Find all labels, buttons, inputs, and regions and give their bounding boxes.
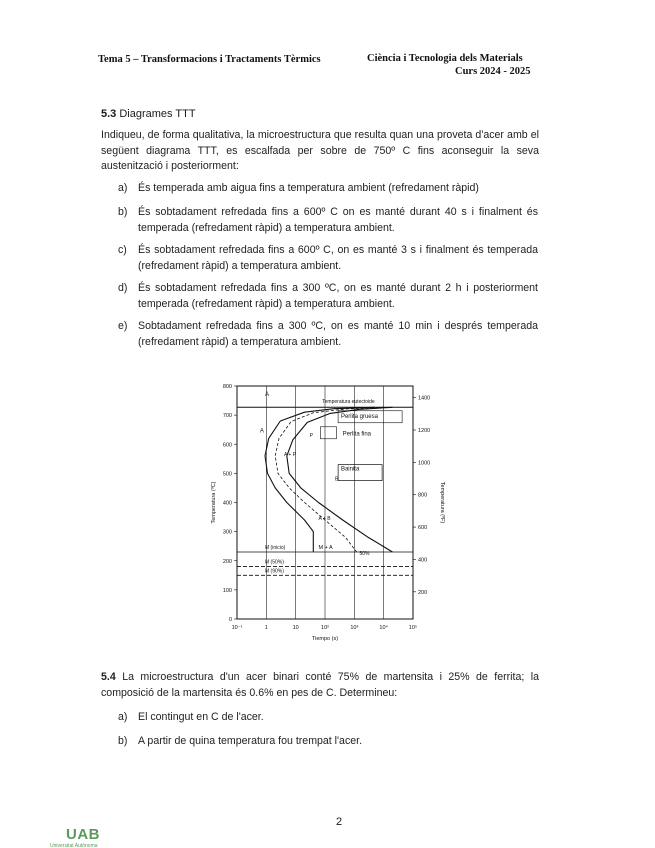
x-tick-label: 10² [321, 625, 329, 631]
y-right-tick-label: 1400 [418, 395, 431, 402]
m90-label: M (90%) [264, 568, 284, 575]
region-label: A [264, 392, 270, 399]
item-label: b) [118, 735, 128, 747]
y-tick-label: 0 [228, 617, 232, 623]
uab-logo: UAB [66, 826, 100, 843]
y-right-tick-label: 400 [418, 557, 428, 564]
y-tick-label: 500 [222, 471, 232, 478]
x-tick-label: 10³ [350, 625, 359, 631]
section-number: 5.4 [101, 671, 116, 683]
y-tick-label: 400 [222, 500, 232, 507]
y-tick-label: 700 [222, 413, 232, 420]
eutectoid-label: Temperatura eutectoide [322, 398, 375, 405]
uab-logo-subtitle: Universitat Autònoma [50, 843, 98, 848]
ms-label: M (inicio) [264, 545, 286, 552]
section-title: Diagrames TTT [119, 108, 196, 120]
item-label: a) [118, 182, 128, 194]
section-5-3-title [101, 108, 196, 120]
y-tick-label: 200 [222, 558, 232, 565]
item-text: El contingut en C de l'acer. [138, 711, 264, 723]
curve-fin [287, 407, 393, 552]
item-label: d) [118, 282, 128, 294]
pearlite-marker: P [309, 432, 314, 439]
section-5-4-intro [101, 670, 539, 701]
question-item-e [118, 319, 538, 350]
section-number: 5.3 [101, 108, 117, 120]
item-label: a) [118, 711, 128, 723]
item-text: És temperada amb aigua fins a temperatura ambient (refredament ràpid) [138, 182, 479, 194]
item-text: Sobtadament refredada fins a 300 ºC, on es manté 10 min i després temperada (refredament ràpid) a temperatura ambient. [138, 320, 538, 348]
y-right-tick-label: 1200 [418, 428, 431, 435]
y-right-tick-label: 200 [418, 589, 428, 596]
item-text: És sobtadament refredada fins a 300 ºC, on es manté durant 2 h i posteriorment temperada (refredament ràpid) a temperatura ambient. [138, 282, 538, 310]
x-tick-label: 10 [292, 625, 299, 631]
question-item-a [118, 181, 538, 197]
y-right-tick-label: 1000 [418, 460, 431, 467]
y-right-axis-label: Temperatura (ºF) [439, 481, 445, 524]
page-number: 2 [336, 816, 343, 828]
item-text: A partir de quina temperatura fou trempat l'acer. [138, 735, 363, 747]
a-plus-p-label: A + P [283, 451, 297, 458]
item-text: És sobtadament refredada fins a 600º C on es manté durant 40 s i finalment és temperada (refredament ràpid) a temperatura ambient. [138, 206, 538, 234]
bainite-label: Bainita [340, 466, 360, 473]
x-axis-label: Tiempo (s) [311, 636, 339, 642]
question-item-b [118, 205, 538, 236]
m-plus-a-label: M + A [318, 545, 333, 552]
ttt-diagram [200, 380, 450, 645]
item-label: c) [118, 244, 127, 256]
m50-label: M (50%) [264, 559, 284, 566]
y-tick-label: 600 [222, 442, 232, 449]
x-tick-label: 10⁴ [379, 625, 388, 631]
y-tick-label: 300 [222, 529, 232, 536]
fine-pearlite-box [320, 427, 336, 439]
question-item-d [118, 281, 538, 312]
x-tick-label: 1 [264, 625, 268, 631]
y-right-tick-label: 800 [418, 492, 428, 499]
item-label: e) [118, 320, 128, 332]
section-5-3-intro: Indiqueu, de forma qualitativa, la microestructura que resulta quan una proveta d'acer amb el següent diagrama TTT, es escalfada per sobre de 750º C fins aconseguir la seva austenització i posteriorment: [101, 129, 539, 172]
header-course-topic: Tema 5 – Transformacions i Tractaments Tèrmics [98, 54, 321, 65]
x-tick-label: 10⁵ [408, 625, 418, 631]
header-subject: Ciència i Tecnologia dels Materials [367, 53, 523, 64]
coarse-pearlite-label: Perlita gruesa [340, 414, 378, 421]
x-tick-label: 10⁻¹ [231, 625, 243, 631]
y-right-tick-label: 600 [418, 525, 428, 532]
item-text: És sobtadament refredada fins a 600º C, on es manté 3 s i finalment és temperada (refredament ràpid) a temperatura ambient. [138, 244, 538, 272]
fifty-percent-label: 50% [359, 550, 370, 557]
curve-50pct [275, 407, 384, 552]
header-year: Curs 2024 - 2025 [455, 66, 531, 77]
y-tick-label: 800 [222, 384, 232, 390]
section-5-4-text: La microestructura d'un acer binari conté 75% de martensita i 25% de ferrita; la composició de la martensita és 0.6% en pes de C. Determineu: [101, 671, 539, 699]
fine-pearlite-label: Perlita fina [342, 431, 372, 438]
y-tick-label: 100 [222, 587, 232, 594]
y-axis-label: Temperatura (ºC) [211, 481, 217, 524]
bainite-marker: B [335, 476, 339, 483]
region-label: A [259, 428, 264, 435]
question-item-a [118, 710, 538, 726]
question-item-c [118, 243, 538, 274]
item-label: b) [118, 206, 128, 218]
a-plus-b-label: A + B [318, 515, 331, 522]
question-item-b [118, 734, 538, 750]
